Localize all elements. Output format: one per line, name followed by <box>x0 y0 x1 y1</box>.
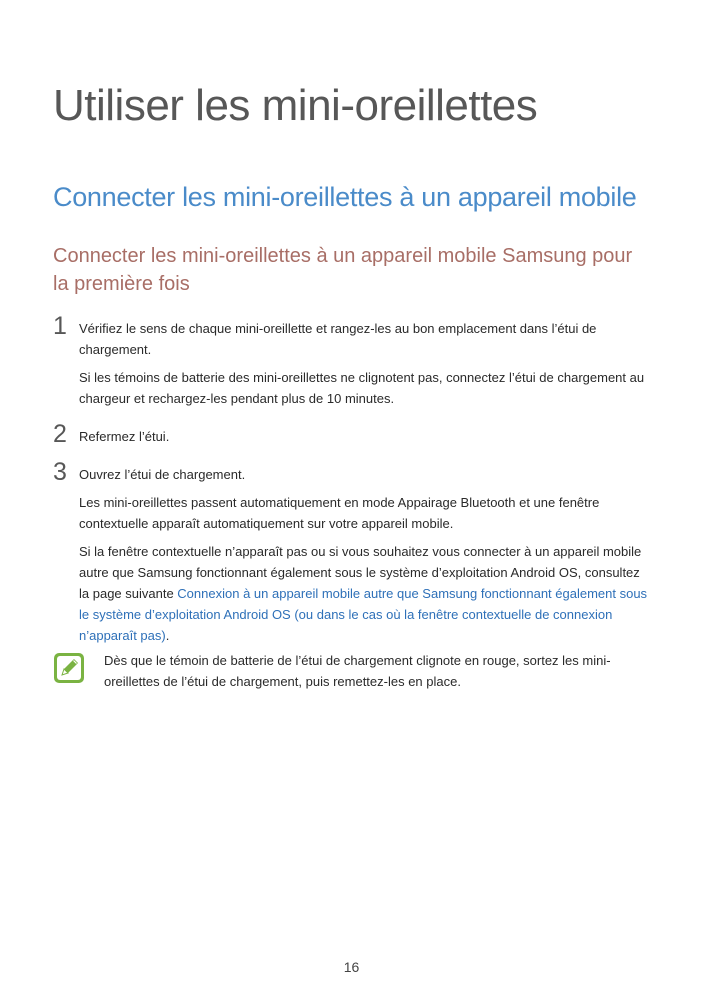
section-title: Connecter les mini-oreillettes à un appareil mobile <box>53 182 637 212</box>
step-paragraph: Ouvrez l’étui de chargement. <box>79 467 246 482</box>
step-paragraph: Les mini-oreillettes passent automatiquement en mode Appairage Bluetooth et une fenêtre contextuelle apparaît automatiquement sur votre appareil mobile. <box>79 495 600 531</box>
note-box <box>53 650 653 692</box>
page-number: 16 <box>343 959 360 975</box>
step-number: 2 <box>53 420 67 448</box>
step-number: 3 <box>53 458 67 486</box>
paragraph-text: Si la fenêtre contextuelle n’apparaît pas ou si vous souhaitez vous connecter à un appareil mobile autre que Samsung fonctionnant également sous le système d’exploitation Android OS, consultez la page suivante <box>79 544 642 601</box>
step-paragraph-with-link <box>79 541 653 646</box>
paragraph-text: . <box>165 628 170 643</box>
step-paragraph: Si les témoins de batterie des mini-oreillettes ne clignotent pas, connectez l’étui de chargement au chargeur et rechargez-les pendant plus de 10 minutes. <box>79 370 645 406</box>
step-paragraph: Vérifiez le sens de chaque mini-oreillette et rangez-les au bon emplacement dans l’étui de chargement. <box>79 321 597 357</box>
step-body <box>79 318 653 409</box>
step-body <box>79 464 653 646</box>
page-title: Utiliser les mini-oreillettes <box>53 81 538 130</box>
step-1 <box>53 312 653 409</box>
note-pencil-icon <box>53 652 85 684</box>
subsection-title: Connecter les mini-oreillettes à un appareil mobile Samsung pour la première fois <box>53 245 633 295</box>
note-text-wrap <box>104 650 653 692</box>
cross-reference-link[interactable]: Connexion à un appareil mobile autre que Samsung fonctionnant également sous le système d’exploitation Android OS (ou dans le cas où la fenêtre contextuelle de connexion n’apparaît pas) <box>79 586 648 643</box>
step-3 <box>53 458 653 646</box>
step-number: 1 <box>53 312 67 340</box>
step-2 <box>53 420 653 448</box>
step-paragraph: Refermez l’étui. <box>79 429 170 444</box>
note-text: Dès que le témoin de batterie de l’étui de chargement clignote en rouge, sortez les mini-oreillettes de l’étui de chargement, puis remettez-les en place. <box>104 653 611 689</box>
step-body <box>79 426 653 447</box>
